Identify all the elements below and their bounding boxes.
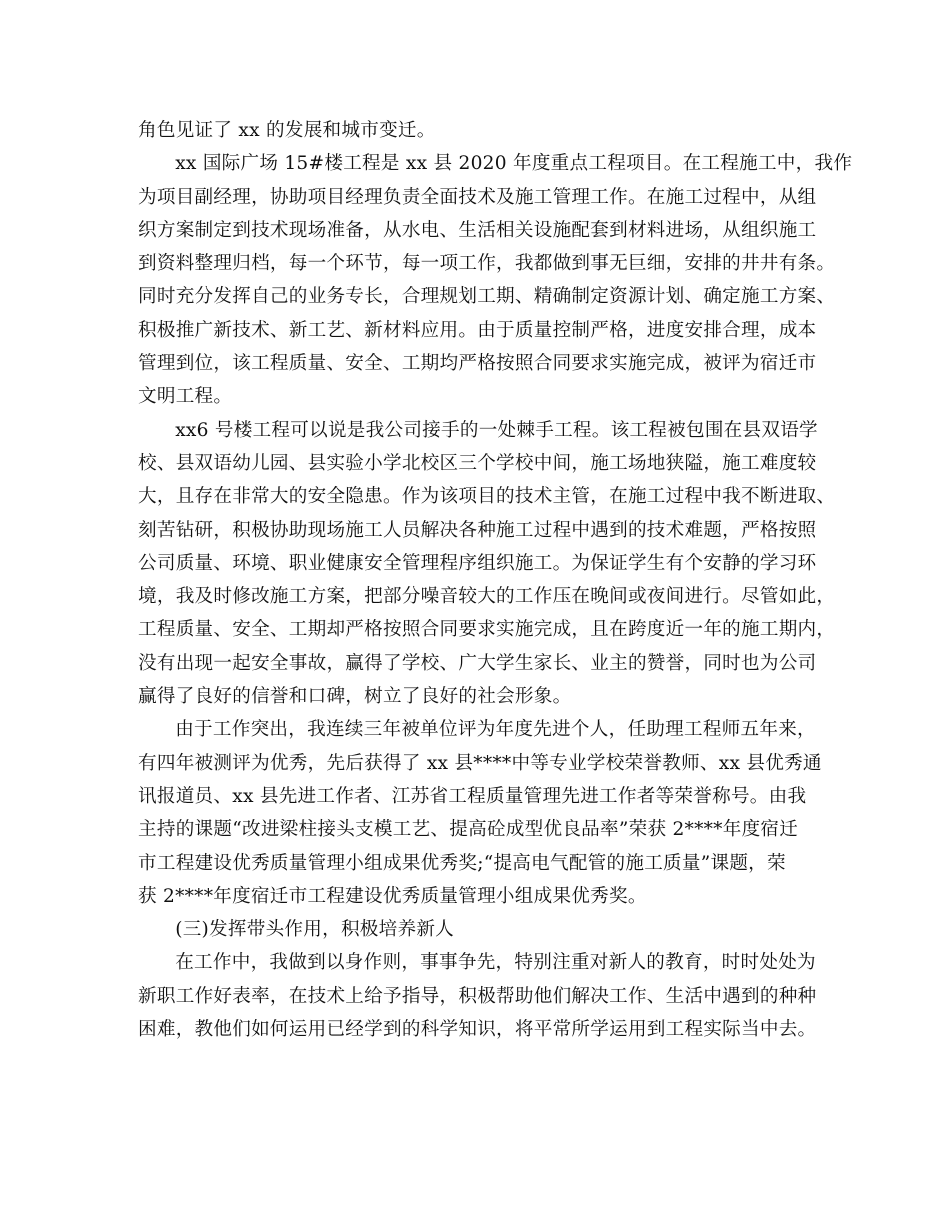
text-line: 刻苦钻研，积极协助现场施工人员解决各种施工过程中遇到的技术难题，严格按照 [138, 519, 817, 541]
text-line: 境，我及时修改施工方案，把部分噪音较大的工作压在晚间或夜间进行。尽管如此， [138, 586, 836, 608]
paragraph-intro-tail [138, 114, 828, 147]
text-line: 赢得了良好的信誉和口碑，树立了良好的社会形象。 [138, 686, 572, 708]
text-line: 有四年被测评为优秀，先后获得了 xx 县****中等专业学校荣誉教师、xx 县优秀通 [138, 752, 822, 774]
text-line: 校、县双语幼儿园、县实验小学北校区三个学校中间，施工场地狭隘，施工难度较 [138, 452, 817, 474]
text-line: 在工作中，我做到以身作则，事事争先，特别注重对新人的教育，时时处处为 [175, 952, 816, 974]
text-line: 新职工作好表率，在技术上给予指导，积极帮助他们解决工作、生活中遇到的种种 [138, 985, 817, 1007]
text-line: 工程质量、安全、工期却严格按照合同要求实施完成，且在跨度近一年的施工期内， [138, 619, 836, 641]
text-line: 文明工程。 [138, 386, 233, 408]
paragraph-guoji-guangchang [138, 147, 853, 413]
text-line: 讯报道员、xx 县先进工作者、江苏省工程质量管理先进工作者等荣誉称号。由我 [138, 785, 807, 807]
text-line: xx 国际广场 15#楼工程是 xx 县 2020 年度重点工程项目。在工程施工中，我作 [175, 153, 853, 175]
text-line: 角色见证了 xx 的发展和城市变迁。 [138, 120, 436, 141]
text-line: xx6 号楼工程可以说是我公司接手的一处棘手工程。该工程被包围在县双语学 [175, 419, 818, 441]
text-line: 织方案制定到技术现场准备，从水电、生活相关设施配套到材料进场，从组织施工 [138, 219, 817, 241]
document-page [138, 114, 853, 1046]
section-heading [138, 913, 828, 946]
paragraph-mentoring [138, 946, 828, 1046]
text-line: 管理到位，该工程质量、安全、工期均严格按照合同要求实施完成，被评为宿迁市 [138, 353, 817, 375]
text-line: 公司质量、环境、职业健康安全管理程序组织施工。为保证学生有个安静的学习环 [138, 552, 817, 574]
paragraph-building-6 [138, 414, 836, 714]
text-line: 获 2****年度宿迁市工程建设优秀质量管理小组成果优秀奖。 [138, 885, 647, 907]
text-line: 大，且存在非常大的安全隐患。作为该项目的技术主管，在施工过程中我不断进取、 [138, 486, 836, 508]
text-line: 市工程建设优秀质量管理小组成果优秀奖;“提高电气配管的施工质量”课题，荣 [138, 852, 786, 874]
text-line: 到资料整理归档，每一个环节，每一项工作，我都做到事无巨细，安排的井井有条。 [138, 253, 836, 275]
text-line: 同时充分发挥自己的业务专长，合理规划工期、精确制定资源计划、确定施工方案、 [138, 286, 836, 308]
text-line: 积极推广新技术、新工艺、新材料应用。由于质量控制严格，进度安排合理，成本 [138, 319, 817, 341]
paragraph-honors [138, 713, 828, 913]
text-line: 没有出现一起安全事故，赢得了学校、广大学生家长、业主的赞誉，同时也为公司 [138, 652, 817, 674]
text-line: 困难，教他们如何运用已经学到的科学知识，将平常所学运用到工程实际当中去。 [138, 1019, 817, 1041]
section-heading-text: (三)发挥带头作用，积极培养新人 [175, 919, 455, 941]
text-line: 由于工作突出，我连续三年被单位评为年度先进个人，任助理工程师五年来， [175, 719, 816, 741]
text-line: 为项目副经理，协助项目经理负责全面技术及施工管理工作。在施工过程中，从组 [138, 186, 817, 208]
text-line: 主持的课题“改进梁柱接头支模工艺、提高砼成型优良品率”荣获 2****年度宿迁 [138, 819, 799, 841]
